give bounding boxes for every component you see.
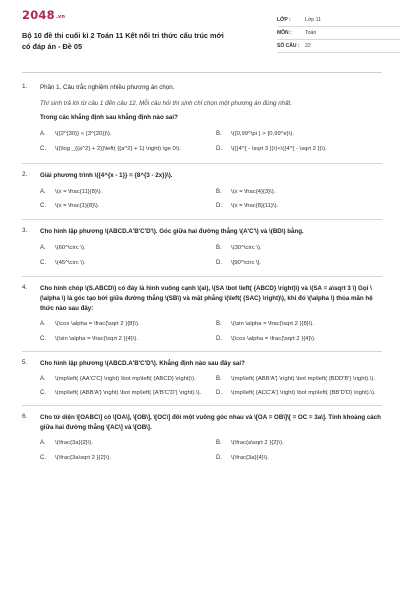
meta-label: SỐ CÂU : [277,43,300,49]
option-letter: B. [216,376,222,383]
question-stem: Cho hình lập phương \(ABCD.A'B'C'D'\). Khẳng định nào sau đây sai? [40,360,245,368]
option-text: \(x = \frac{8}{11}\). [231,203,279,210]
option-c[interactable] [40,202,206,211]
option-a[interactable] [40,439,206,448]
option-letter: D. [216,259,222,266]
option-letter: B. [216,131,222,137]
option-b[interactable] [216,439,382,448]
question-5 [22,352,382,406]
document-title: Bộ 10 đề thi cuối kì 2 Toán 11 Kết nối tri thức cấu trúc mới có đáp án - Đề 05 [22,31,224,51]
question-number: 3. [22,227,28,235]
option-letter: C. [40,390,46,397]
option-text: \(x = \frac{1}{8}\). [55,203,100,210]
page-header [22,0,382,78]
option-b[interactable] [216,244,382,253]
option-text: \(\sin \alpha = \frac{\sqrt 2 }{4}\). [55,335,139,342]
option-text: \(45^\circ \). [55,259,86,266]
option-text: \(\cos \alpha = \frac{\sqrt 2 }{4}\). [231,335,316,342]
option-c[interactable] [40,335,206,344]
option-a[interactable] [40,375,206,384]
option-letter: A. [40,439,46,446]
option-text: \(mp\left( {ABB'A'} \right) \bot mp\left( {BDD'B'} \right).\). [231,376,375,383]
question-stem: Cho hình lập phương \(ABCD.A'B'C'D'\). Góc giữa hai đường thẳng \(A'C'\) và \(BD\) bằng. [40,228,304,236]
question-6 [22,406,382,469]
section-heading: Phần 1. Câu trắc nghiệm nhiều phương án chọn. [40,84,175,91]
option-letter: D. [216,203,222,210]
option-a[interactable] [40,130,206,139]
question-stem: Trong các khẳng định sau khẳng định nào sai? [40,114,178,121]
option-letter: D. [216,145,222,152]
answer-options [40,375,382,398]
option-letter: A. [40,376,46,383]
option-b[interactable] [216,130,382,139]
option-letter: C. [40,259,46,266]
logo-text: 2048 [22,8,55,22]
option-text: \(\frac{3a}{4}\). [231,454,269,461]
option-d[interactable] [216,259,382,268]
option-text: \(\frac{3a\sqrt 2 }{2}\). [55,454,111,461]
meta-label: MÔN : [277,30,292,36]
option-text: \(\frac{a\sqrt 2 }{2}\). [231,439,284,446]
option-a[interactable] [40,188,206,197]
answer-options [40,439,382,463]
question-3 [22,220,382,277]
option-text: \(\frac{3a}{2}\). [55,439,93,446]
option-letter: A. [40,131,46,137]
option-text: \({0,99^\pi } > {0,99^e}\). [231,131,295,137]
option-d[interactable] [216,454,382,463]
question-number: 4. [22,283,28,291]
option-b[interactable] [216,188,382,197]
exam-meta [277,14,400,53]
question-4 [22,277,382,353]
option-text: \(mp\left( {ACC'A'} \right) \bot mp\left( {BB'D'D} \right).\). [231,390,376,397]
option-letter: D. [216,390,222,397]
option-letter: C. [40,335,46,342]
question-number: 2. [22,170,28,178]
meta-value: Toán [305,30,317,36]
question-stem: Cho tứ diện \[OABC\] có \[OA\], \[OB\], \[OC\] đôi một vuông góc nhau và \[OA = OB\]\[ = OC = 3a\]. Tính khoảng cách giữa hai đường thẳng \[AC\] và \[OB\]. [40,413,381,431]
question-1 [22,78,382,164]
option-d[interactable] [216,389,382,398]
answer-options [40,188,382,212]
option-text: \(x = \frac{4}{3}\). [231,188,276,195]
option-letter: B. [216,245,222,252]
option-text: \(\sin \alpha = \frac{\sqrt 2 }{8}\). [231,320,315,327]
question-list [22,78,382,469]
question-number: 1. [22,83,28,90]
option-letter: A. [40,188,46,195]
option-c[interactable] [40,389,206,398]
option-letter: B. [216,188,222,195]
option-text: \(mp\left( {AA'C'C} \right) \bot mp\left( {ABCD} \right)\). [55,376,196,383]
option-text: \(x = \frac{11}{8}\). [55,188,103,195]
meta-row-subject [277,27,400,40]
answer-options [40,244,382,268]
meta-row-class [277,14,400,27]
answer-options [40,130,382,154]
meta-label: LỚP : [277,17,291,23]
option-d[interactable] [216,335,382,344]
option-letter: C. [40,203,46,210]
option-text: \(60^\circ \). [55,245,86,252]
option-letter: B. [216,439,222,446]
question-number: 5. [22,359,28,367]
option-text: \({\log _{{a^2} + 2}}\left( {{a^2} + 1} \right) \ge 0\). [55,145,182,152]
option-c[interactable] [40,145,206,154]
option-c[interactable] [40,259,206,268]
question-stem: Giải phương trình \({4^{x - 1}} = {8^{3 - 2x}}\). [40,171,173,179]
question-number: 6. [22,412,28,420]
meta-value: 22 [305,43,311,49]
option-letter: B. [216,320,222,327]
site-logo[interactable] [22,8,65,22]
option-letter: A. [40,320,46,327]
option-b[interactable] [216,375,382,384]
option-a[interactable] [40,320,206,329]
section-instruction: Thí sinh trả lời từ câu 1 đến câu 12. Mỗi câu hỏi thí sinh chỉ chọn một phương án đúng nhất. [40,100,292,107]
option-text: \(mp\left( {ABB'A'} \right) \bot mp\left( {A'B'C'D'} \right).\). [55,390,202,397]
meta-row-count [277,40,400,53]
header-divider [22,72,382,73]
option-text: \({2^{30}} < {3^{20}}\). [55,131,112,137]
question-stem: Cho hình chóp \(S.ABCD\) có đáy là hình vuông cạnh \(a\), \(SA \bot \left( {ABCD} \right)\) và \(SA = a\sqrt 3 \) Gọi \(\alpha \) là góc tạo bởi giữa đường thẳng \(SB\) và mặt phẳng \(\left( {SAC} \right)\), khi đó \(\alpha \) thỏa mãn hệ thức nào sau đây: [40,284,373,312]
option-a[interactable] [40,244,206,253]
option-b[interactable] [216,320,382,329]
logo-suffix: .vn [55,14,66,20]
option-d[interactable] [216,145,382,154]
option-text: \[90^\circ \]. [231,259,261,266]
option-text: \({{4^{ - \sqrt 3 }}\)<\({4^{ - \sqrt 2 }}\). [231,145,327,152]
option-d[interactable] [216,202,382,211]
option-text: \(30^\circ \). [231,245,262,252]
option-letter: C. [40,454,46,461]
option-c[interactable] [40,454,206,463]
meta-value: Lớp 11 [305,17,321,23]
answer-options [40,320,382,344]
option-text: \(\cos \alpha = \frac{\sqrt 2 }{8}\). [55,320,140,327]
option-letter: A. [40,245,46,252]
question-2 [22,164,382,221]
option-letter: D. [216,454,222,461]
option-letter: D. [216,335,222,342]
option-letter: C. [40,145,46,152]
